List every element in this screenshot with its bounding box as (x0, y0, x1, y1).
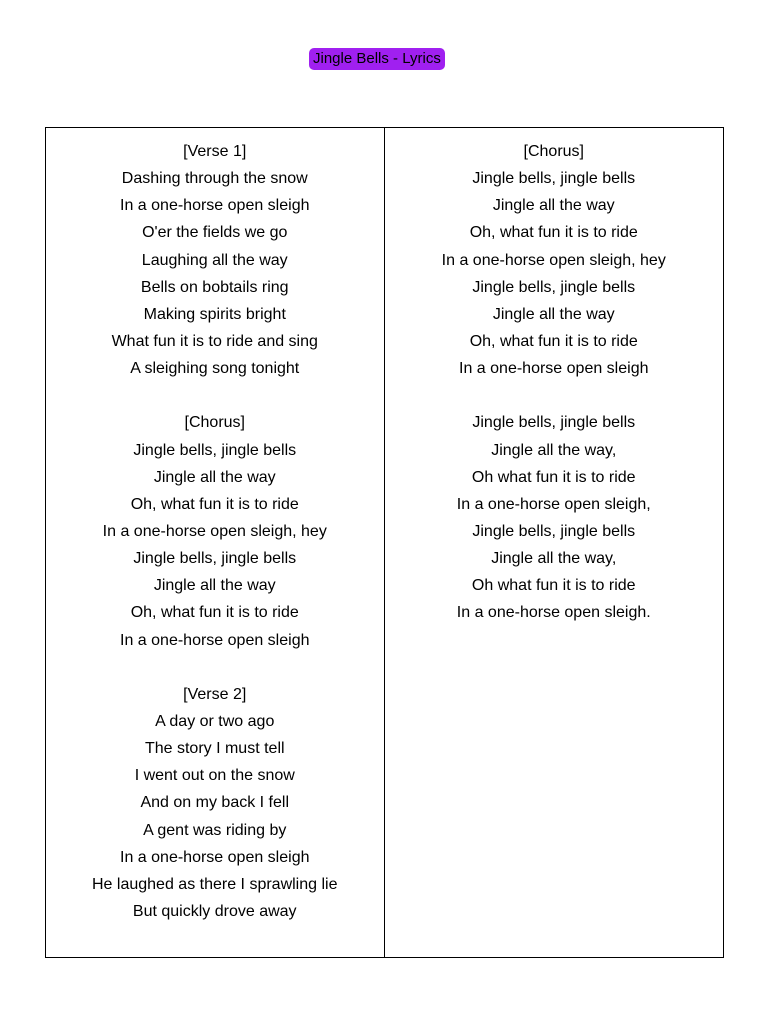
lyric-line: O'er the fields we go (142, 224, 288, 242)
stanza-gap (46, 654, 384, 681)
stanza-gap (46, 382, 384, 409)
lyrics-column-right (385, 128, 724, 957)
lyric-line: In a one-horse open sleigh (120, 197, 310, 215)
lyric-line: A sleighing song tonight (130, 360, 300, 378)
lyric-line: Oh what fun it is to ride (471, 468, 636, 486)
stanza-heading: [Verse 1] (183, 143, 247, 160)
lyric-line: In a one-horse open sleigh (459, 360, 649, 378)
lyric-line: Jingle bells, jingle bells (133, 550, 297, 568)
page-title: Jingle Bells - Lyrics (309, 48, 445, 70)
lyric-line: Laughing all the way (141, 251, 288, 269)
lyric-line: Oh, what fun it is to ride (469, 224, 638, 242)
lyric-line: And on my back I fell (140, 794, 289, 812)
lyric-line: He laughed as there I sprawling lie (92, 875, 338, 893)
stanza-heading: [Chorus] (184, 414, 245, 432)
lyric-line: In a one-horse open sleigh (120, 631, 310, 649)
lyric-line: Jingle bells, jingle bells (472, 170, 636, 188)
lyric-line: Making spirits bright (143, 305, 286, 323)
lyric-line: Bells on bobtails ring (140, 278, 289, 296)
lyric-line: Oh what fun it is to ride (471, 577, 636, 595)
stanza-gap (385, 382, 724, 409)
lyric-line: In a one-horse open sleigh, hey (102, 522, 327, 540)
lyric-line: In a one-horse open sleigh, (456, 495, 651, 513)
lyric-line: Jingle all the way, (491, 441, 617, 459)
lyric-line: The story I must tell (144, 740, 285, 758)
lyric-line: A day or two ago (155, 712, 275, 730)
lyrics-column-left (46, 128, 385, 957)
lyric-line: Jingle all the way (153, 577, 276, 595)
lyric-line: Dashing through the snow (121, 170, 308, 188)
lyric-line: Jingle all the way (492, 305, 615, 323)
lyric-line: What fun it is to ride and sing (111, 332, 318, 350)
lyric-line: In a one-horse open sleigh, hey (441, 251, 666, 269)
lyric-line: Jingle all the way, (491, 550, 617, 568)
lyric-line: Oh, what fun it is to ride (130, 604, 299, 622)
lyric-line: Jingle bells, jingle bells (472, 414, 636, 432)
lyric-line: Jingle bells, jingle bells (133, 441, 297, 459)
lyric-line: Jingle all the way (492, 197, 615, 215)
lyric-line: In a one-horse open sleigh (120, 848, 310, 866)
lyric-line: In a one-horse open sleigh. (456, 604, 651, 622)
lyric-line: But quickly drove away (132, 902, 297, 920)
lyric-line: I went out on the snow (134, 767, 295, 785)
lyric-line: Jingle bells, jingle bells (472, 522, 636, 540)
stanza-heading: [Verse 2] (183, 685, 247, 703)
lyrics-table (45, 127, 724, 958)
lyric-line: Oh, what fun it is to ride (130, 495, 299, 513)
lyric-line: Oh, what fun it is to ride (469, 332, 638, 350)
lyric-line: A gent was riding by (143, 821, 287, 839)
stanza-heading: [Chorus] (523, 143, 584, 160)
lyric-line: Jingle all the way (153, 468, 276, 486)
lyric-line: Jingle bells, jingle bells (472, 278, 636, 296)
